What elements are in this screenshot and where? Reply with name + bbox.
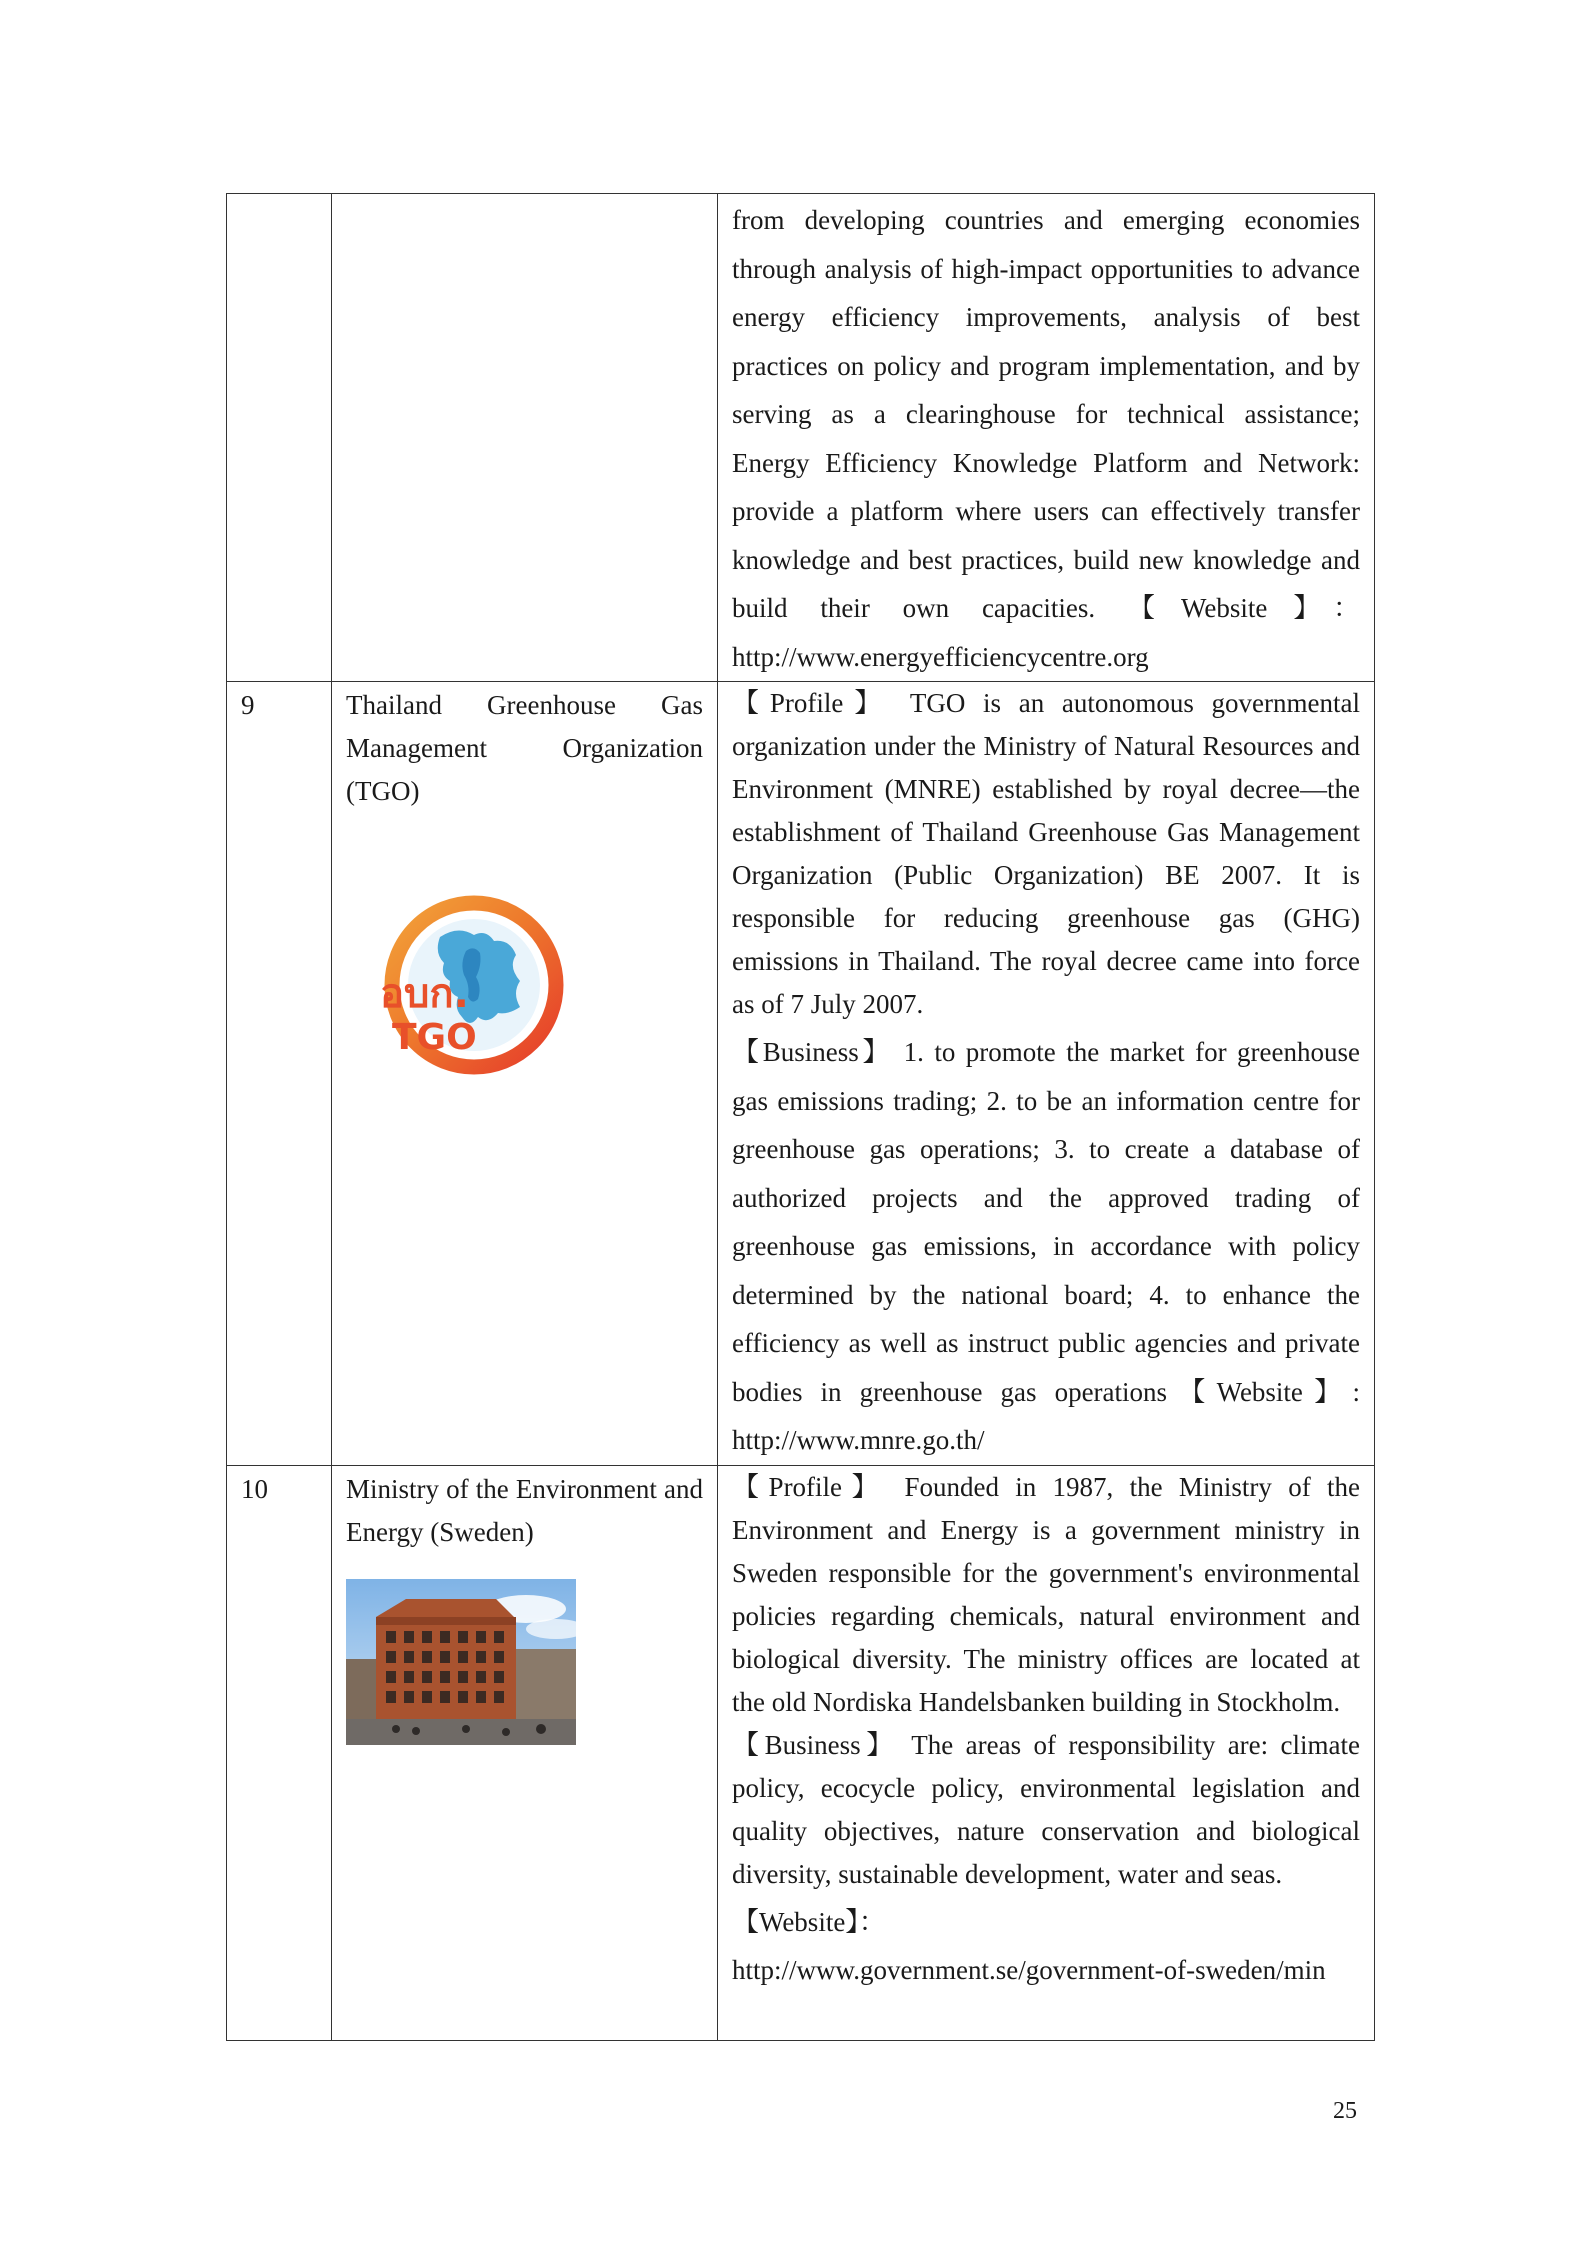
website-link[interactable]: http://www.government.se/government-of-sweden/min	[732, 1955, 1326, 1985]
profile-paragraph: 【Profile】 Founded in 1987, the Ministry of the Environment and Energy is a government ministry in Sweden responsible for the government's environmental policies regarding chemicals, natural environment and biological diversity. The ministry offices are located at the old Nordiska Handelsbanken building in Stockholm.	[732, 1471, 1360, 1717]
website-label: 【Website】:	[1167, 1376, 1360, 1407]
table-row	[227, 1465, 1375, 2040]
description-cell	[718, 1465, 1375, 2040]
row-number-cell: 10	[227, 1465, 332, 2040]
profile-paragraph: 【Profile】 TGO is an autonomous governmental organization under the Ministry of Natural Resources and Environment (MNRE) established by royal decree—the establishment of Thailand Greenhouse Gas Management Organization (Public Organization) BE 2007. It is responsible for reducing greenhouse gas (GHG) emissions in Thailand. The royal decree came into force as of 7 July 2007.	[732, 688, 1360, 1019]
business-paragraph: 【Business】 The areas of responsibility are: climate policy, ecocycle policy, environmental legislation and quality objectives, nature conservation and biological diversity, sustainable development, water and seas.	[732, 1729, 1360, 1889]
description-cell	[718, 194, 1375, 682]
organization-name: Ministry of the Environment and Energy (Sweden)	[346, 1473, 703, 1547]
description-cell	[718, 682, 1375, 1466]
business-label: 【Business】	[732, 1729, 899, 1760]
table-row	[227, 194, 1375, 682]
tgo-logo	[370, 889, 566, 1085]
organization-name-cell	[332, 1465, 718, 2040]
business-label: 【Business】	[732, 1037, 894, 1067]
ministry-building-photo	[346, 1579, 576, 1745]
organization-table	[226, 193, 1375, 2041]
website-label: 【Website】：	[1127, 593, 1360, 623]
page-number: 25	[1333, 2098, 1357, 2124]
profile-label: 【Profile】	[732, 1471, 889, 1502]
website-link[interactable]: http://www.mnre.go.th/	[732, 1425, 985, 1455]
svg-text:อบก.: อบก.	[380, 971, 469, 1017]
organization-name: Thailand Greenhouse Gas Management Organization (TGO)	[346, 690, 703, 806]
website-paragraph	[732, 1898, 1360, 1995]
organization-name-cell	[332, 682, 718, 1466]
row-number-cell: 9	[227, 682, 332, 1466]
description-paragraph: from developing countries and emerging economies through analysis of high-impact opportunities to advance energy efficiency improvements, analysis of best practices on policy and program implementation, and by serving as a clearinghouse for technical assistance; Energy Efficiency Knowledge Platform and Network: provide a platform where users can effectively transfer knowledge and best practices, build new knowledge and build their own capacities. 【Website】： http://www.energyefficiencycentre.org	[732, 205, 1360, 672]
organization-name-cell	[332, 194, 718, 682]
business-paragraph: 【Business】 1. to promote the market for greenhouse gas emissions trading; 2. to be an information centre for greenhouse gas operations; 3. to create a database of authorized projects and the approved trading of greenhouse gas emissions, in accordance with policy determined by the national board; 4. to enhance the efficiency as well as instruct public agencies and private bodies in greenhouse gas operations【Website】: http://www.mnre.go.th/	[732, 1037, 1360, 1455]
website-label: 【Website】：	[732, 1906, 886, 1937]
profile-label: 【Profile】	[732, 688, 893, 718]
website-link[interactable]: http://www.energyefficiencycentre.org	[732, 641, 1149, 672]
svg-text:TGO: TGO	[392, 1017, 477, 1058]
table-row	[227, 682, 1375, 1466]
row-number-cell	[227, 194, 332, 682]
